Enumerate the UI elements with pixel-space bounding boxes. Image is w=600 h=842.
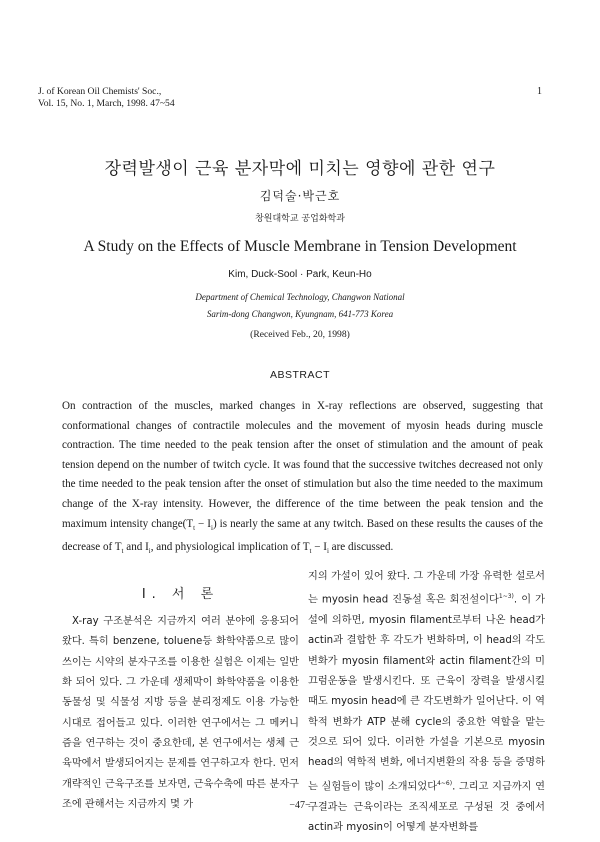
- reference-marker: 1~3): [498, 593, 514, 601]
- reference-marker: 4~6): [437, 779, 453, 787]
- abstract-text: − I: [195, 517, 212, 530]
- subscript: t: [309, 547, 312, 556]
- subscript: i: [326, 547, 329, 556]
- abstract-body: [62, 397, 543, 562]
- subscript: t: [121, 547, 124, 556]
- address-line: Sarim-dong Changwon, Kyungnam, 641-773 Korea: [206, 309, 394, 319]
- section-heading: I. 서 론: [141, 587, 220, 602]
- page-number: 1: [537, 86, 542, 97]
- body-text: 지의 가설이 있어 왔다. 그 가운데 가장 유력한 설로서는 myosin head 진동설 혹은 회전설이다: [308, 571, 545, 606]
- body-text: . 그리고 지금까지 연구결과는 근육이라는 조직세포로 구성된 것 중에서 actin과 myosin이 어떻게 분자변화를: [308, 781, 546, 833]
- abstract-text: and I: [123, 541, 149, 554]
- subscript: t: [193, 523, 196, 532]
- english-authors: Kim, Duck-Sool · Park, Keun-Ho: [228, 269, 372, 280]
- abstract-text: − I: [311, 541, 327, 554]
- body-column-right: [308, 567, 545, 838]
- body-text: . 이 가설에 의하면, myosin filament로부터 나온 head가 actin과 결합한 후 각도가 변화하며, 이 head의 각도변화가 myosin filament와 actin filament간의 미끄럼운동을 발생시킨다. 또 근육이 장력을 발생시킬 때도 myosin head에 큰 각도변화가 일어난다. 이 역학적 변화가 ATP 분해 cycle의 중요한 역할을 맡는 것으로 되어 있다. 이러한 가설을 기본으로 myosin head의 역학적 변화, 에너지변환의 작용 등을 증명하는 실험들이 많이 소개되었다: [308, 594, 545, 793]
- received-date: (Received Feb., 20, 1998): [250, 329, 350, 340]
- abstract-text: On contraction of the muscles, marked changes in X-ray reflections are observed, suggesting that conformational changes of contractile molecules and the movement of myosin heads during muscle contraction. The time needed to the peak tension after the onset of stimulation and the amount of peak tension depend on the number of twitch cycle. It was found that the successive twitches decreased not only the time needed to the peak tension after the onset of stimulation but also the time needed to the maximum change of the X-ray intensity. However, the difference of the time between the peak tension and the maximum intensity change(T: [62, 400, 543, 530]
- department-line: Department of Chemical Technology, Changwon National: [195, 292, 405, 302]
- body-column-left: X-ray 구조분석은 지금까지 여러 분야에 응용되어 왔다. 특히 benzene, toluene등 화학약품으로 많이 쓰이는 시약의 분자구조를 이용한 실험은 이제는 일반화 되어 있다. 그 가운데 생체막이 화학약품을 이용한 동물성 및 식물성 지방 등을 분리정제도 이용 가능한 시대로 접어들고 있다. 이러한 연구에서는 그 메커니즘을 연구하는 것이 중요한데, 본 연구에서는 생체 근육막에서 발생되어지는 문제를 연구하고자 한다. 먼저 개략적인 근육구조를 보자면, 근육수축에 따른 분자구조에 관해서는 지금까지 몇 가: [62, 616, 299, 811]
- english-title: A Study on the Effects of Muscle Membrane in Tension Development: [83, 238, 517, 255]
- korean-title: 장력발생이 근육 분자막에 미치는 영향에 관한 연구: [104, 159, 496, 179]
- journal-name: J. of Korean Oil Chemists' Soc.,: [38, 86, 162, 97]
- subscript: i: [148, 547, 151, 556]
- department-address: [0, 289, 600, 323]
- abstract-text: ) is nearly the same at any twitch. Based on these results the causes of the decrease of T: [62, 517, 543, 554]
- journal-volume: Vol. 15, No. 1, March, 1998. 47~54: [38, 98, 175, 109]
- korean-affiliation: 창원대학교 공업화학과: [255, 214, 345, 224]
- subscript: i: [211, 523, 213, 532]
- journal-citation: [38, 86, 175, 110]
- abstract-text: , and physiological implication of T: [150, 541, 310, 554]
- abstract-heading: ABSTRACT: [269, 369, 330, 381]
- abstract-text: are discussed.: [328, 541, 394, 554]
- korean-authors: 김덕술·박근호: [259, 189, 341, 203]
- page-footer-number: −47−: [289, 800, 311, 811]
